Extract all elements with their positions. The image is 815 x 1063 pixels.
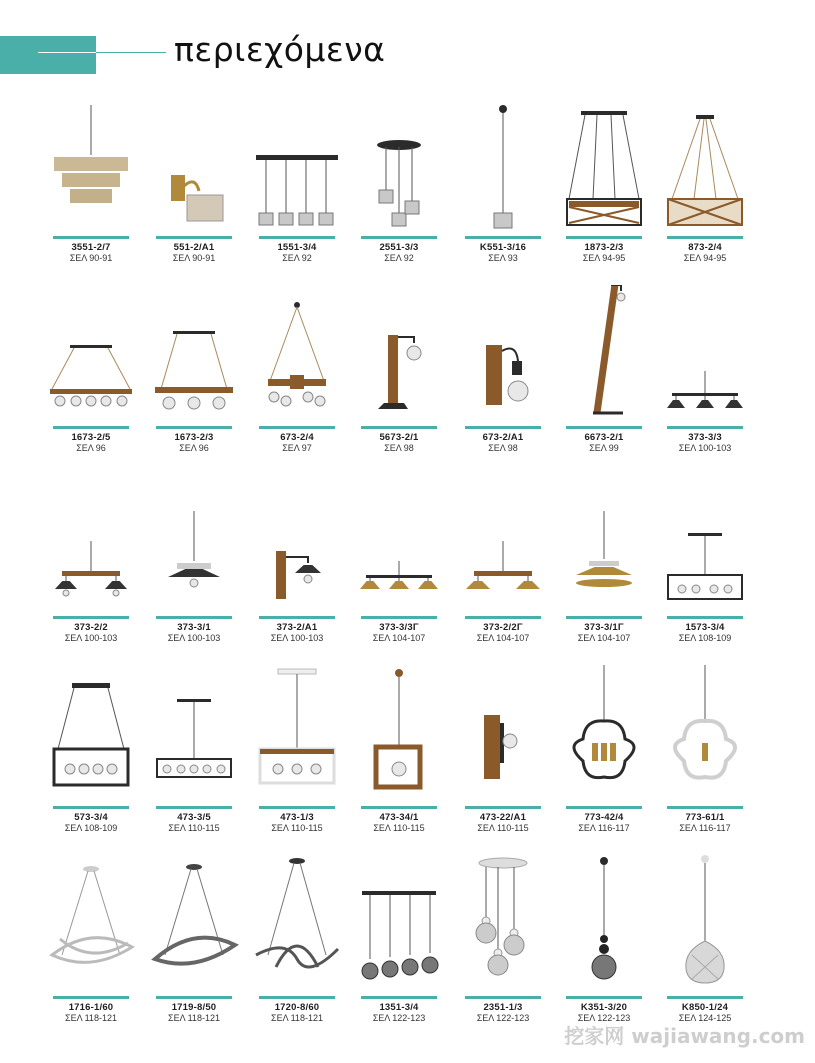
product-item[interactable] xyxy=(40,285,142,454)
product-row xyxy=(40,855,770,1045)
product-rule xyxy=(465,426,541,429)
product-item[interactable] xyxy=(452,855,554,1024)
product-rule xyxy=(465,236,541,239)
product-item[interactable] xyxy=(654,95,756,264)
product-pages: ΣΕΛ 110-115 xyxy=(168,823,220,833)
gold-shade-bar-3-icon xyxy=(348,475,450,615)
product-pages: ΣΕΛ 96 xyxy=(76,443,106,453)
led-knot-icon xyxy=(246,855,348,995)
white-frame-3-icon xyxy=(246,665,348,805)
product-item[interactable] xyxy=(654,285,756,454)
product-code: 1673-2/5 xyxy=(71,432,111,443)
beam-pendant-5-icon xyxy=(40,285,142,425)
product-item[interactable] xyxy=(452,475,554,644)
product-pages: ΣΕΛ 122-123 xyxy=(577,1013,631,1023)
page-title: περιεχόμενα xyxy=(174,30,386,69)
product-pages: ΣΕΛ 110-115 xyxy=(271,823,323,833)
product-item[interactable] xyxy=(452,285,554,454)
product-rule xyxy=(156,806,232,809)
product-pages: ΣΕΛ 100-103 xyxy=(270,633,324,643)
crystal-wall-lamp-icon xyxy=(143,95,245,235)
product-code: 373-2/2 xyxy=(74,622,108,633)
product-pages: ΣΕΛ 116-117 xyxy=(578,823,630,833)
product-pages: ΣΕΛ 90-91 xyxy=(69,253,113,263)
product-code: 473-1/3 xyxy=(280,812,314,823)
product-row xyxy=(40,665,770,855)
product-rule xyxy=(259,616,335,619)
product-code: 1551-3/4 xyxy=(277,242,317,253)
product-pages: ΣΕΛ 98 xyxy=(384,443,414,453)
product-pages: ΣΕΛ 93 xyxy=(488,253,518,263)
product-item[interactable] xyxy=(40,95,142,264)
quatrefoil-black-icon xyxy=(553,665,655,805)
product-rule xyxy=(156,996,232,999)
product-item[interactable] xyxy=(143,475,245,644)
product-code: 473-34/1 xyxy=(379,812,419,823)
product-pages: ΣΕΛ 118-121 xyxy=(271,1013,323,1023)
product-item[interactable] xyxy=(553,855,655,1024)
wood-wall-lamp-icon xyxy=(452,285,554,425)
product-rule xyxy=(667,616,743,619)
product-code: 473-22/A1 xyxy=(479,812,527,823)
product-rule xyxy=(156,616,232,619)
product-code: 3551-2/7 xyxy=(71,242,111,253)
product-item[interactable] xyxy=(40,855,142,1024)
product-item[interactable] xyxy=(143,665,245,834)
product-pages: ΣΕΛ 104-107 xyxy=(577,633,631,643)
product-code: K351-3/20 xyxy=(580,1002,628,1013)
single-pendant-icon xyxy=(452,95,554,235)
metal-frame-5-icon xyxy=(143,665,245,805)
product-item[interactable] xyxy=(452,665,554,834)
product-pages: ΣΕΛ 110-115 xyxy=(477,823,529,833)
gold-large-shade-icon xyxy=(553,475,655,615)
product-code: 673-2/4 xyxy=(280,432,314,443)
product-code: 673-2/A1 xyxy=(482,432,524,443)
product-item[interactable] xyxy=(452,95,554,264)
large-shade-pendant-icon xyxy=(143,475,245,615)
product-pages: ΣΕΛ 108-109 xyxy=(64,823,118,833)
beam-pendant-3-icon xyxy=(143,285,245,425)
product-rule xyxy=(566,996,642,999)
product-code: 2551-3/3 xyxy=(379,242,419,253)
product-code: 573-3/4 xyxy=(74,812,108,823)
product-rule xyxy=(361,236,437,239)
product-rule xyxy=(566,236,642,239)
product-pages: ΣΕΛ 94-95 xyxy=(683,253,727,263)
product-pages: ΣΕΛ 98 xyxy=(488,443,518,453)
product-code: 2351-1/3 xyxy=(483,1002,523,1013)
product-pages: ΣΕΛ 116-117 xyxy=(679,823,731,833)
product-code: 1673-2/3 xyxy=(174,432,214,443)
floor-lamp-icon xyxy=(553,285,655,425)
shade-wall-lamp-icon xyxy=(246,475,348,615)
product-item[interactable] xyxy=(246,855,348,1024)
product-rule xyxy=(667,806,743,809)
product-code: 373-3/3Γ xyxy=(379,622,419,633)
product-rule xyxy=(566,426,642,429)
product-item[interactable] xyxy=(246,95,348,264)
product-rule xyxy=(465,616,541,619)
product-code: 1351-3/4 xyxy=(379,1002,419,1013)
product-item[interactable] xyxy=(553,285,655,454)
product-pages: ΣΕΛ 96 xyxy=(179,443,209,453)
product-item[interactable] xyxy=(143,285,245,454)
product-pages: ΣΕΛ 92 xyxy=(384,253,414,263)
product-pages: ΣΕΛ 122-123 xyxy=(476,1013,530,1023)
product-code: 1716-1/60 xyxy=(68,1002,114,1013)
product-code: 473-3/5 xyxy=(177,812,211,823)
product-grid xyxy=(40,95,770,1045)
product-code: 773-42/4 xyxy=(584,812,624,823)
product-pages: ΣΕΛ 110-115 xyxy=(373,823,425,833)
product-code: K551-3/16 xyxy=(479,242,527,253)
textured-glass-pendant-icon xyxy=(654,855,756,995)
product-rule xyxy=(667,236,743,239)
product-item[interactable] xyxy=(553,665,655,834)
product-code: 373-3/1Γ xyxy=(584,622,624,633)
rope-box-pendant-icon xyxy=(654,95,756,235)
product-item[interactable] xyxy=(348,95,450,264)
product-rule xyxy=(361,996,437,999)
metal-box-pendant-icon xyxy=(40,665,142,805)
product-rule xyxy=(465,996,541,999)
product-rule xyxy=(259,806,335,809)
product-item[interactable] xyxy=(348,665,450,834)
product-pages: ΣΕΛ 122-123 xyxy=(372,1013,426,1023)
crystal-chandelier-icon xyxy=(40,95,142,235)
product-item[interactable] xyxy=(348,475,450,644)
product-code: 1720-8/60 xyxy=(274,1002,320,1013)
product-code: 773-61/1 xyxy=(685,812,725,823)
table-lamp-icon xyxy=(348,285,450,425)
product-code: 551-2/A1 xyxy=(173,242,215,253)
shade-bar-2-icon xyxy=(40,475,142,615)
copper-frame-pendant-icon xyxy=(348,665,450,805)
quatrefoil-white-icon xyxy=(654,665,756,805)
product-row xyxy=(40,475,770,665)
product-item[interactable] xyxy=(246,475,348,644)
cluster-pendant-icon xyxy=(348,95,450,235)
product-item[interactable] xyxy=(553,475,655,644)
product-rule xyxy=(361,616,437,619)
product-item[interactable] xyxy=(143,95,245,264)
product-item[interactable] xyxy=(654,855,756,1024)
product-rule xyxy=(361,806,437,809)
product-code: K850-1/24 xyxy=(681,1002,729,1013)
product-rule xyxy=(156,426,232,429)
product-item[interactable] xyxy=(40,475,142,644)
product-rule xyxy=(566,616,642,619)
product-item[interactable] xyxy=(348,285,450,454)
product-pages: ΣΕΛ 92 xyxy=(282,253,312,263)
product-pages: ΣΕΛ 100-103 xyxy=(678,443,732,453)
product-rule xyxy=(465,806,541,809)
smoke-glass-bar-icon xyxy=(348,855,450,995)
product-rule xyxy=(53,236,129,239)
product-pages: ΣΕΛ 99 xyxy=(589,443,619,453)
product-code: 373-2/2Γ xyxy=(483,622,523,633)
product-rule xyxy=(53,616,129,619)
product-code: 873-2/4 xyxy=(688,242,722,253)
product-rule xyxy=(259,236,335,239)
wood-box-pendant-icon xyxy=(553,95,655,235)
product-rule xyxy=(53,996,129,999)
product-code: 1719-8/50 xyxy=(171,1002,217,1013)
rope-beam-pendant-icon xyxy=(246,285,348,425)
product-code: 1573-3/4 xyxy=(685,622,725,633)
product-rule xyxy=(667,426,743,429)
product-pages: ΣΕΛ 124-125 xyxy=(678,1013,732,1023)
copper-wall-lamp-icon xyxy=(452,665,554,805)
product-rule xyxy=(667,996,743,999)
product-rule xyxy=(53,806,129,809)
product-code: 1873-2/3 xyxy=(584,242,624,253)
led-loop-grey-icon xyxy=(143,855,245,995)
product-pages: ΣΕΛ 90-91 xyxy=(172,253,216,263)
product-rule xyxy=(566,806,642,809)
product-item[interactable] xyxy=(654,475,756,644)
product-pages: ΣΕΛ 108-109 xyxy=(678,633,732,643)
product-row xyxy=(40,285,770,475)
product-pages: ΣΕΛ 94-95 xyxy=(582,253,626,263)
product-pages: ΣΕΛ 118-121 xyxy=(168,1013,220,1023)
gold-shade-bar-2-icon xyxy=(452,475,554,615)
product-pages: ΣΕΛ 100-103 xyxy=(167,633,221,643)
product-pages: ΣΕΛ 100-103 xyxy=(64,633,118,643)
product-item[interactable] xyxy=(654,665,756,834)
header-rule-extension xyxy=(96,52,166,53)
product-rule xyxy=(259,426,335,429)
product-rule xyxy=(156,236,232,239)
product-row xyxy=(40,95,770,285)
shade-bar-3-icon xyxy=(654,285,756,425)
product-rule xyxy=(259,996,335,999)
product-code: 373-3/1 xyxy=(177,622,211,633)
header-accent-block xyxy=(0,36,96,74)
product-rule xyxy=(361,426,437,429)
product-pages: ΣΕΛ 104-107 xyxy=(476,633,530,643)
smoke-globe-pendant-icon xyxy=(553,855,655,995)
watermark: 挖家网 wajiawang.com xyxy=(564,1024,805,1048)
product-item[interactable] xyxy=(553,95,655,264)
product-item[interactable] xyxy=(246,285,348,454)
product-item[interactable] xyxy=(348,855,450,1024)
product-item[interactable] xyxy=(40,665,142,834)
product-code: 6673-2/1 xyxy=(584,432,624,443)
product-code: 5673-2/1 xyxy=(379,432,419,443)
product-pages: ΣΕΛ 104-107 xyxy=(372,633,426,643)
product-item[interactable] xyxy=(246,665,348,834)
glass-cluster-icon xyxy=(452,855,554,995)
product-code: 373-3/3 xyxy=(688,432,722,443)
bar-pendant-4-icon xyxy=(246,95,348,235)
product-rule xyxy=(53,426,129,429)
led-loop-white-icon xyxy=(40,855,142,995)
metal-frame-4-icon xyxy=(654,475,756,615)
product-item[interactable] xyxy=(143,855,245,1024)
product-pages: ΣΕΛ 118-121 xyxy=(65,1013,117,1023)
product-code: 373-2/A1 xyxy=(276,622,318,633)
product-pages: ΣΕΛ 97 xyxy=(282,443,312,453)
